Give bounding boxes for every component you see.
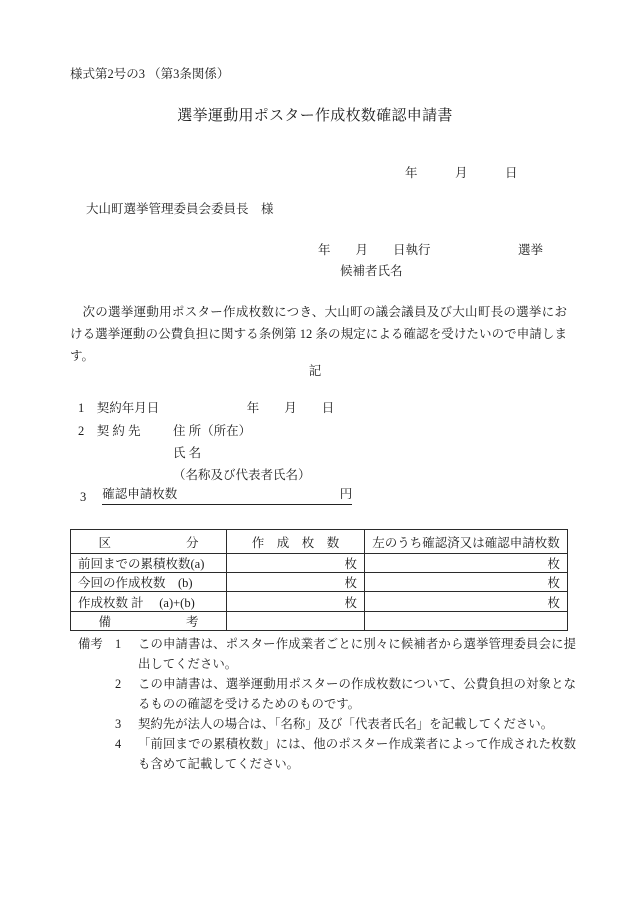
contract-party-block (78, 420, 311, 486)
note-item (78, 714, 576, 734)
application-count-unit: 円 (339, 487, 353, 501)
notes-section (78, 634, 576, 774)
note-text: 「前回までの累積枚数」には、他のポスター作成業者によって作成された枚数も含めて記載してください。 (138, 737, 576, 771)
note-text: この申請書は、ポスター作成業者ごとに別々に候補者から選挙管理委員会に提出してください。 (138, 637, 576, 671)
table-header-row (71, 530, 568, 554)
contract-party-name: 氏 名 (173, 445, 202, 460)
remarks-confirmed-cell (365, 612, 568, 631)
contract-party-address: 住 所（所在） (173, 423, 252, 438)
election-date-blank: 年 月 日執行 選挙 (318, 243, 544, 257)
remarks-made-cell (227, 612, 365, 631)
note-number: 3 (115, 717, 122, 731)
row-made-cell: 枚 (227, 592, 365, 612)
application-count-label: 確認申請枚数 (102, 487, 178, 501)
form-number: 様式第2号の3 （第3条関係） (70, 67, 230, 81)
row-label: 前回までの累積枚数(a) (71, 554, 227, 573)
candidate-name-label: 候補者氏名 (340, 264, 403, 278)
row-label: 作成枚数 計 (a)+(b) (71, 592, 227, 612)
contract-date-line: 1 契約年月日 年 月 日 (78, 401, 335, 415)
note-number: 1 (115, 637, 122, 651)
header-made-count: 作 成 枚 数 (227, 530, 365, 554)
remarks-label: 備 考 (71, 612, 227, 631)
submission-date-blank: 年 月 日 (405, 166, 518, 180)
header-confirmed-count: 左のうち確認済又は確認申請枚数 (365, 530, 568, 554)
row-label: 今回の作成枚数 (b) (71, 573, 227, 592)
contract-party-title: 契 約 先 (96, 423, 141, 438)
note-number: 2 (115, 677, 122, 691)
note-item (78, 734, 576, 774)
table-row (71, 573, 568, 592)
application-count-line (80, 484, 352, 505)
row-confirmed-cell: 枚 (365, 592, 568, 612)
contract-party-representative: （名称及び代表者氏名） (173, 467, 311, 482)
counts-table (70, 529, 568, 631)
row-made-cell: 枚 (227, 554, 365, 573)
header-category: 区 分 (71, 530, 227, 554)
row-confirmed-cell: 枚 (365, 554, 568, 573)
row-made-cell: 枚 (227, 573, 365, 592)
addressee-line: 大山町選挙管理委員会委員長 様 (86, 202, 274, 216)
contract-party-number: 2 (78, 423, 85, 438)
table-row (71, 554, 568, 573)
table-row (71, 592, 568, 612)
application-count-blank (102, 484, 352, 505)
record-heading: 記 (308, 364, 322, 378)
note-item (78, 674, 576, 714)
table-row-remarks (71, 612, 568, 631)
notes-prefix: 備考 (78, 637, 103, 651)
note-item (78, 634, 576, 674)
contract-party-label (78, 420, 173, 486)
body-paragraph: 次の選挙運動用ポスター作成枚数につき、大山町の議会議員及び大山町長の選挙における選挙運動の公費負担に関する条例第 12 条の規定による確認を受けたいので申請します。 (70, 305, 567, 363)
note-text: 契約先が法人の場合は、「名称」及び「代表者氏名」を記載してください。 (138, 717, 554, 731)
page-title: 選挙運動用ポスター作成枚数確認申請書 (177, 108, 453, 124)
row-confirmed-cell: 枚 (365, 573, 568, 592)
note-number: 4 (115, 737, 122, 751)
note-text: この申請書は、選挙運動用ポスターの作成枚数について、公費負担の対象となるものの確認を受けるためのものです。 (138, 677, 576, 711)
application-count-number: 3 (80, 490, 87, 504)
